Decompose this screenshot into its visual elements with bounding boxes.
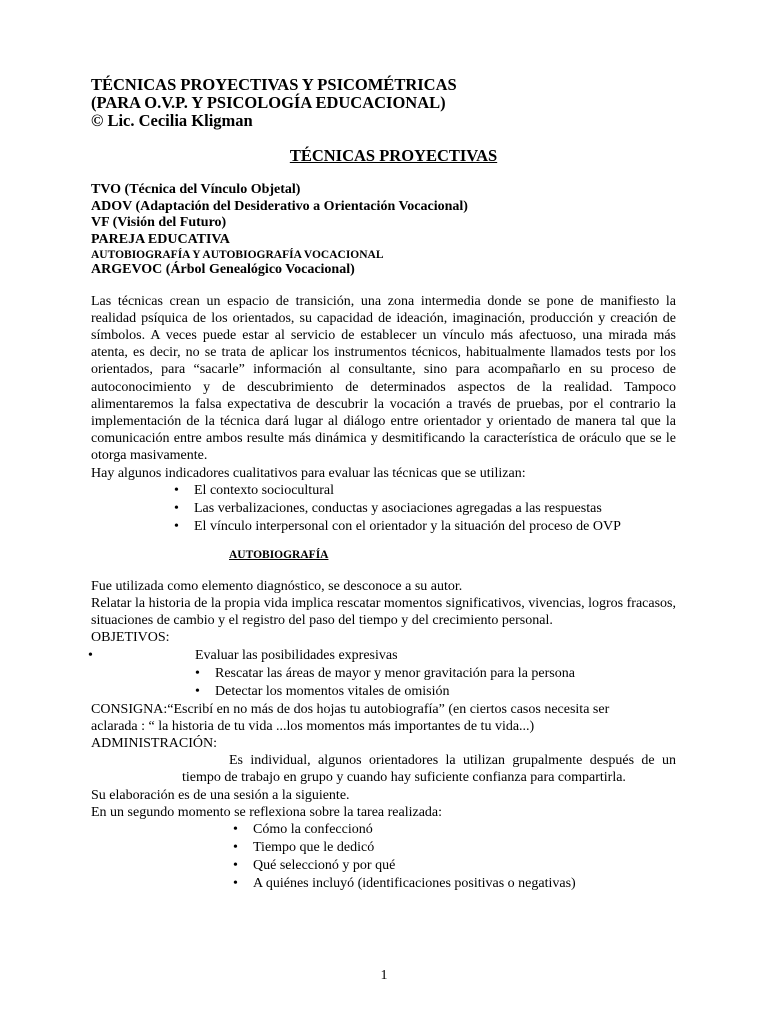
document-page: [88, 75, 676, 893]
list-item: • Las verbalizaciones, conductas y asociaciones agregadas a las respuestas: [194, 500, 676, 518]
list-item: • El vínculo interpersonal con el orientador y la situación del proceso de OVP: [194, 518, 676, 536]
technique-item: TVO (Técnica del Vínculo Objetal): [91, 182, 301, 197]
document-header: [91, 76, 676, 130]
list-item: • Tiempo que le dedicó: [253, 839, 676, 857]
technique-item: AUTOBIOGRAFÍA Y AUTOBIOGRAFÍA VOCACIONAL: [91, 249, 384, 261]
list-item: • El contexto sociocultural: [194, 482, 676, 500]
document-title: TÉCNICAS PROYECTIVAS Y PSICOMÉTRICAS: [91, 75, 457, 94]
objectives-block: [88, 647, 676, 701]
technique-item: ARGEVOC (Árbol Genealógico Vocacional): [91, 262, 355, 277]
section-title: TÉCNICAS PROYECTIVAS: [289, 146, 498, 165]
technique-item: ADOV (Adaptación del Desiderativo a Orientación Vocacional): [91, 198, 468, 214]
techniques-list: [91, 182, 676, 279]
objectives-label: OBJETIVOS:: [91, 630, 170, 646]
list-item: • Cómo la confeccionó: [253, 821, 676, 839]
list-item: • Rescatar las áreas de mayor y menor gravitación para la persona: [215, 665, 676, 683]
administration-label: ADMINISTRACIÓN:: [91, 735, 217, 751]
consigna-line-2: aclarada : “ la historia de tu vida ...los momentos más importantes de tu vida...): [91, 718, 535, 734]
page-number: 1: [380, 968, 388, 983]
elaboration-text: Su elaboración es de una sesión a la siguiente.: [91, 787, 350, 803]
administration-text: Es individual, algunos orientadores la utilizan grupalmente después de un tiempo de trabajo en grupo y cuando hay suficiente confianza para compartirla.: [182, 753, 676, 786]
list-item: • Detectar los momentos vitales de omisión: [215, 683, 676, 701]
objectives-list: [215, 665, 676, 701]
list-item: • A quiénes incluyó (identificaciones positivas o negativas): [253, 875, 676, 893]
bullet-icon: •: [88, 647, 93, 663]
indicators-list: [194, 482, 676, 536]
technique-item: VF (Visión del Futuro): [91, 215, 227, 230]
indicators-intro: Hay algunos indicadores cualitativos para evaluar las técnicas que se utilizan:: [91, 465, 526, 481]
document-subtitle: (PARA O.V.P. Y PSICOLOGÍA EDUCACIONAL): [91, 93, 446, 112]
reflection-intro: En un segundo momento se reflexiona sobre la tarea realizada:: [91, 804, 443, 820]
document-author: © Lic. Cecilia Kligman: [91, 111, 253, 130]
intro-paragraph: Las técnicas crean un espacio de transición, una zona intermedia donde se pone de manifiesto la realidad psíquica de los orientados, su capacidad de ideación, imaginación, producción y creación de símbolos. A veces puede estar al servicio de establecer un vínculo más afectuoso, una mirada más atenta, es decir, no se trata de aplicar los instrumentos técnicos, habitualmente llamados tests por los orientados, para “sacarle” información al consultante, sino para acompañarlo en su proceso de autoconocimiento y de descubrimiento de determinados aspectos de la realidad. Tampoco alimentaremos la falsa expectativa de descubrir la vocación a través de pruebas, por el contrario la implementación de la técnica dará lugar al diálogo entre orientador y orientado de manera tal que la comunicación entre ambos resulte más dinámica y desmitificando la característica de oráculo que se le otorga masivamente.: [91, 293, 676, 464]
autobiografia-description: Relatar la historia de la propia vida implica rescatar momentos significativos, vivencias, logros fracasos, situaciones de cambio y el registro del paso del tiempo y del crecimiento personal.: [91, 595, 676, 629]
reflection-list: [253, 821, 676, 893]
technique-item: PAREJA EDUCATIVA: [91, 231, 230, 247]
objective-text: Evaluar las posibilidades expresivas: [195, 647, 398, 663]
objective-first: [88, 647, 676, 665]
consigna-line-1: CONSIGNA:“Escribí en no más de dos hojas tu autobiografía” (en ciertos casos necesita ser: [91, 701, 610, 717]
list-item: • Qué seleccionó y por qué: [253, 857, 676, 875]
autobiografia-title: AUTOBIOGRAFÍA: [229, 548, 329, 561]
autobiografia-origin: Fue utilizada como elemento diagnóstico, se desconoce a su autor.: [91, 578, 463, 594]
